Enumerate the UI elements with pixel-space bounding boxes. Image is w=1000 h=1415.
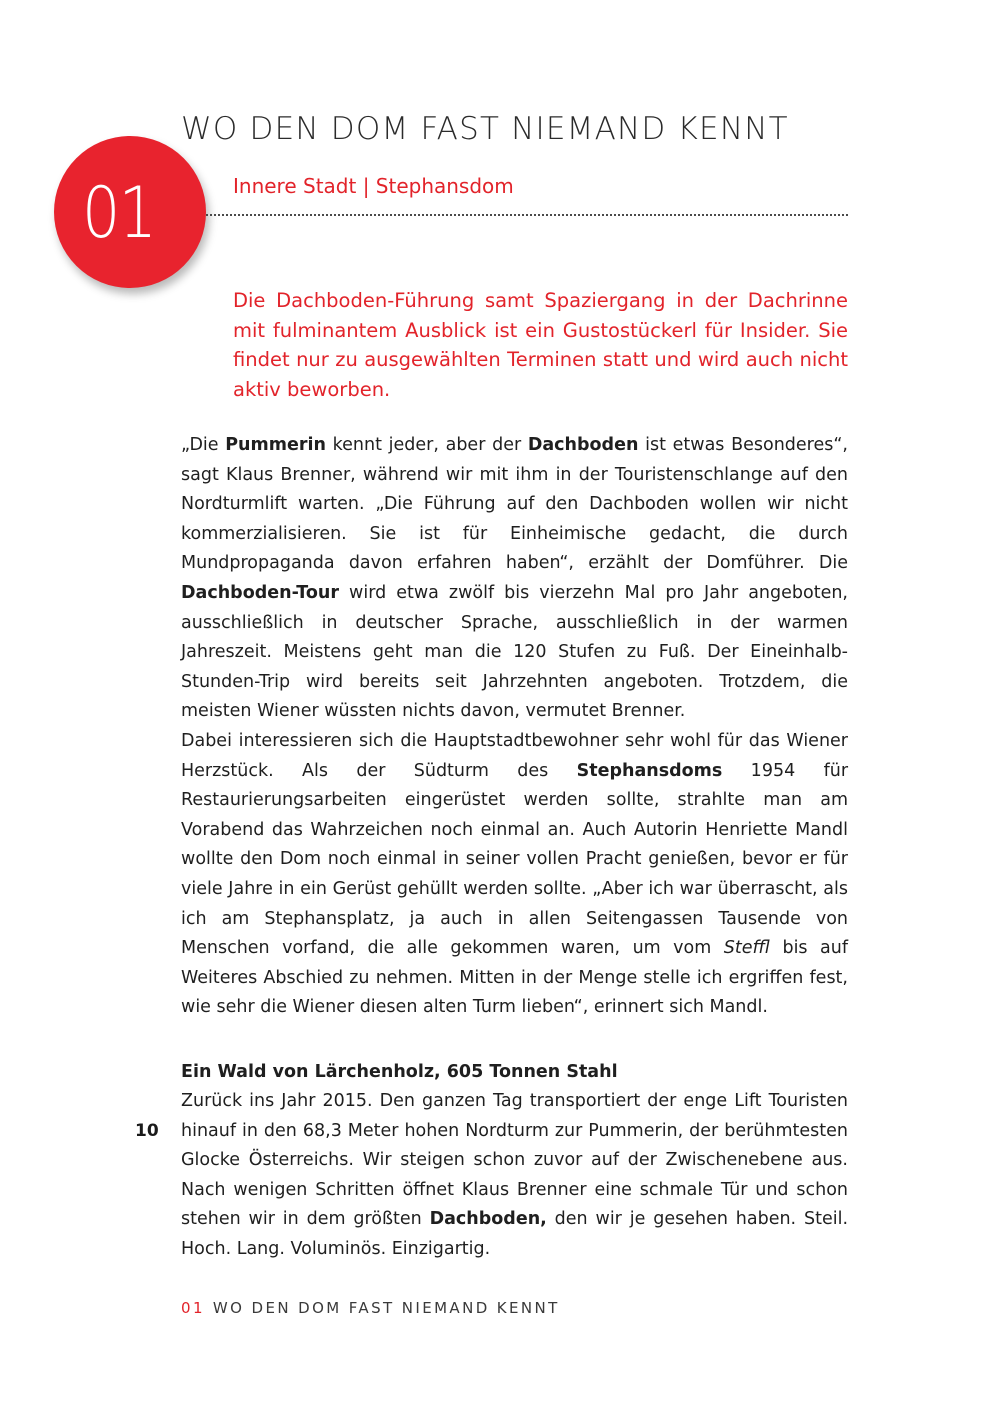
running-footer	[181, 1296, 560, 1320]
bold-term: Dachboden,	[429, 1209, 547, 1230]
page-number: 10	[135, 1121, 159, 1141]
chapter-location: Innere Stadt | Stephansdom	[233, 174, 514, 198]
dotted-divider	[206, 214, 848, 216]
bold-term: Dachboden	[527, 435, 639, 455]
body-text	[181, 431, 848, 1023]
bold-term: Pummerin	[225, 435, 326, 455]
footer-chapter-number: 01	[181, 1299, 205, 1317]
section-paragraph: Zurück ins Jahr 2015. Den ganzen Tag transportiert der enge Lift Touristen hinauf in den 68,3 Meter hohen Nordturm zur Pummerin, der berühmtesten Glocke Österreichs. Wir steigen schon zuvor auf der Zwischenebene aus. Nach wenigen Schritten öffnet Klaus Brenner eine schmale Tür und schon stehen wir in dem größten Dachboden, den wir je gesehen haben. Steil. Hoch. Lang. Voluminös. Einzigartig.	[181, 1091, 849, 1259]
paragraph: „Die Pummerin kennt jeder, aber der Dachboden ist etwas Besonderes“, sagt Klaus Brenner, während wir mit ihm in der Touristenschlange auf den Nordturmlift warten. „Die Führung auf den Dachboden wollen wir nicht kommerzialisieren. Sie ist für Einheimische gedacht, die durch Mundpropaganda davon erfahren haben“, erzählt der Domführer. Die Dachboden-Tour wird etwa zwölf bis vierzehn Mal pro Jahr angeboten, ausschließlich in deutscher Sprache, ausschließlich in der warmen Jahreszeit. Meistens geht man die 120 Stufen zu Fuß. Der Eineinhalb-Stunden-Trip wird bereits seit Jahrzehnten angeboten. Trotzdem, die meisten Wiener wüssten nichts davon, vermutet Brenner.	[181, 435, 848, 722]
section-heading: Ein Wald von Lärchenholz, 605 Tonnen Stahl	[181, 1062, 618, 1082]
bold-term: Dachboden-Tour	[181, 582, 339, 603]
chapter-number-badge	[54, 136, 206, 288]
italic-term: Steffl	[723, 938, 770, 959]
footer-chapter-title: WO DEN DOM FAST NIEMAND KENNT	[212, 1299, 560, 1317]
chapter-title: WO DEN DOM FAST NIEMAND KENNT	[181, 111, 789, 147]
chapter-number: 01	[82, 172, 156, 254]
paragraph: Dabei interessieren sich die Hauptstadtbewohner sehr wohl für das Wiener Herzstück. Als der Südturm des Stephansdoms 1954 für Restaurierungsarbeiten eingerüstet werden sollte, strahlte man am Vorabend das Wahrzeichen noch einmal an. Auch Autorin Henriette Mandl wollte den Dom noch einmal in seiner vollen Pracht genießen, bevor er für viele Jahre in ein Gerüst gehüllt werden sollte. „Aber ich war überrascht, als ich am Stephansplatz, ja auch in allen Seitengassen Tausende von Menschen vorfand, die alle gekommen waren, um vom Steffl bis auf Weiteres Abschied zu nehmen. Mitten in der Menge stelle ich ergriffen fest, wie sehr die Wiener diesen alten Turm lieben“, erinnert sich Mandl.	[181, 730, 849, 1018]
bold-term: Stephansdoms	[576, 760, 723, 781]
chapter-lead: Die Dachboden-Führung samt Spaziergang in der Dachrinne mit fulminantem Ausblick ist ein Gustostückerl für Insider. Sie findet nur zu ausgewählten Terminen statt und wird auch nicht aktiv beworben.	[233, 289, 848, 401]
